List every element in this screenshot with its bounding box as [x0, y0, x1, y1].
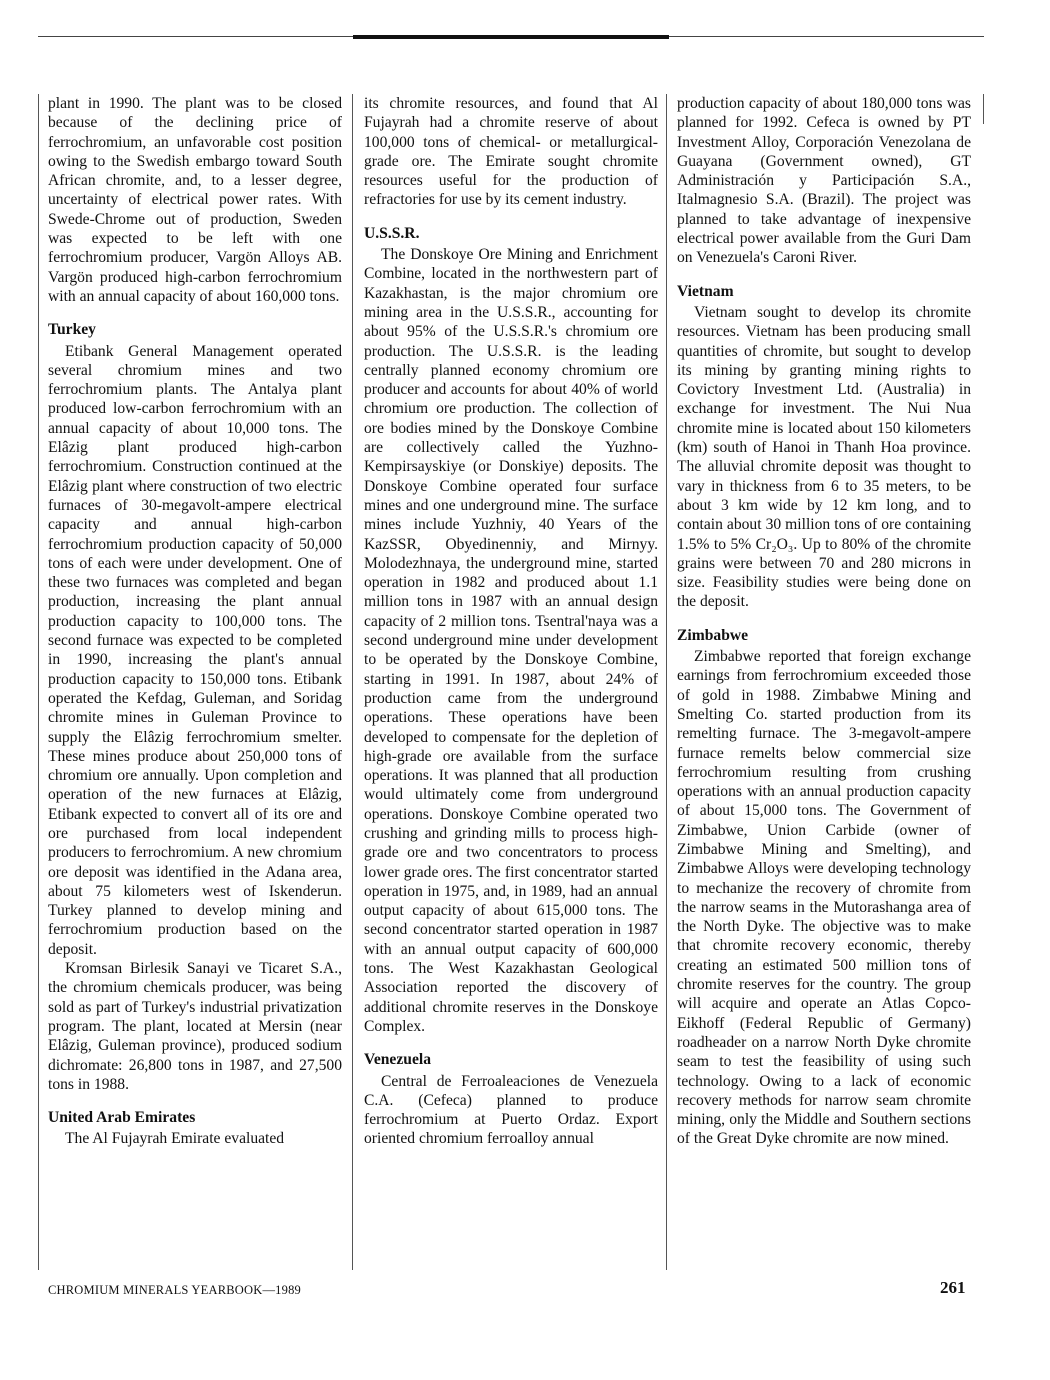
column-rule-right: [666, 94, 667, 1270]
paragraph: Etibank General Management operated several chromium mines and two ferrochromium plants. The Antalya plant produced low-carbon ferrochromium with an annual capacity of about 10,000 tons. The Elâzig plant produced high-carbon ferrochromium. Construction continued at the Elâzig plant where construction of two electric furnaces of 30-megavolt-ampere electrical capacity and annual high-carbon ferrochromium production capacity of 50,000 tons of each were under development. One of these two furnaces was completed and began production, increasing the plant annual production capacity to 100,000 tons. The second furnace was expected to be completed in 1990, increasing the plant's annual production capacity to 150,000 tons. Etibank operated the Kefdag, Guleman, and Soridag chromite mines in Guleman Province to supply the Elâzig ferrochromium smelter. These mines produce about 250,000 tons of chromium ore annually. Upon completion and operation of the new furnaces at Elâzig, Etibank expected to convert all of its ore and ore purchased from local independent producers to ferrochromium. A new chromium ore deposit was identified in the Adana area, about 75 kilometers west of Iskenderun. Turkey planned to develop mining and ferrochromium production based on the deposit.: [48, 342, 342, 958]
column-2: [364, 94, 658, 1270]
paragraph: The Donskoye Ore Mining and Enrichment Combine, located in the northwestern part of Kazakhastan, is the major chromium ore mining area in the U.S.S.R., accounting for about 95% of the U.S.S.R.'s chromium ore production. The U.S.S.R. is the leading centrally planned economy chromium ore producer and accounts for about 40% of world chromium ore production. The collection of ore bodies mined by the Donskoye Combine are collectively called the Yuzhno-Kempirsayskiye (or Donskiye) deposits. The Donskoye Combine operated four surface mines and one underground mine. The surface mines include Yuzhniy, 40 Years of the KazSSR, Obyedinenniy, and Mirnyy. Molodezhnaya, the underground mine, started operation in 1982 and produced about 1.1 million tons in 1987 with an annual design capacity of 2 million tons. Tsentral'naya was a second underground mine under development to be operated by the Donskoye Combine, starting in 1991. In 1987, about 24% of production came from the underground operations. These operations have been developed to compensate for the depletion of high-grade ore available from the surface operations. It was planned that all production would ultimately come from underground operations. Donskoye Combine operated two crushing and grinding mills to process high-grade ore and two concentrators to process lower grade ores. The first concentrator started operation in 1975, and, in 1989, had an annual output capacity of about 615,000 tons. The second concentrator started operation in 1987 with an annual output capacity of 600,000 tons. The West Kazakhastan Geological Association reported the discovery of additional chromite reserves in the Donskoye Complex.: [364, 246, 658, 1035]
section-heading-vietnam: Vietnam: [677, 282, 734, 300]
section-heading-uae: United Arab Emirates: [48, 1109, 196, 1127]
column-rule-middle: [352, 94, 353, 1270]
page-number: 261: [940, 1278, 966, 1297]
paragraph: its chromite resources, and found that Al Fujayrah had a chromite reserve of about 100,000 tons of chemical- or metallurgical-grade ore. The Emirate sought chromite resources useful for the production of refractories for use by its cement industry.: [364, 95, 658, 209]
header-rule-accent: [353, 35, 669, 39]
paragraph: Kromsan Birlesik Sanayi ve Ticaret S.A., the chromium chemicals producer, was being sold as part of Turkey's industrial privatization program. The plant, located at Mersin (near Elâzig, Guleman province), produced sodium dichromate: 26,800 tons in 1987, and 27,500 tons in 1988.: [48, 960, 342, 1093]
paragraph: plant in 1990. The plant was to be closed because of the declining price of ferrochromium, an unfavorable cost position owing to the Swedish embargo toward South African chromite, and, to a lesser degree, uncertainty of electrical power rates. With Swede-Chrome out of production, Sweden was expected to be left with one ferrochromium producer, Vargön Alloys AB. Vargön produced high-carbon ferrochromium with an annual capacity of about 160,000 tons.: [48, 95, 342, 305]
paragraph: Vietnam sought to develop its chromite resources. Vietnam has been producing small quantities of chromite, but sought to develop its mining by granting mining rights to Covictory Investment Ltd. (Australia) in exchange for investment. The Nui Nua chromite mine is located about 150 kilometers (km) south of Hanoi in Thanh Hoa province. The alluvial chromite deposit was thought to vary in thickness from 6 to 35 meters, to be about 3 km wide by 12 km long, and to contain about 30 million tons of ore containing 1.5% to 5% Cr₂O₃. Up to 80% of the chromite grains were between 70 and 280 microns in size. Feasibility studies were being done on the deposit.: [677, 303, 971, 611]
section-heading-venezuela: Venezuela: [364, 1051, 431, 1069]
section-heading-ussr: U.S.S.R.: [364, 224, 420, 242]
column-rule-left: [38, 94, 39, 1270]
running-title: CHROMIUM MINERALS YEARBOOK—1989: [48, 1283, 301, 1297]
paragraph: Central de Ferroaleaciones de Venezuela C.A. (Cefeca) planned to produce ferrochromium at Puerto Ordaz. Export oriented chromium ferroalloy annual: [364, 1072, 658, 1148]
column-1: [48, 94, 342, 1270]
paragraph: The Al Fujayrah Emirate evaluated: [65, 1130, 285, 1148]
column-3: [677, 94, 971, 1270]
section-heading-turkey: Turkey: [48, 321, 96, 339]
section-heading-zimbabwe: Zimbabwe: [677, 626, 749, 644]
paragraph: production capacity of about 180,000 tons was planned for 1992. Cefeca is owned by PT Investment Alloy, Corporación Venezolana de Guayana (Government owned), GT Administración y Participación S.A., Italmagnesio S.A. (Brazil). The project was planned to take advantage of inexpensive electrical power available from the Guri Dam on Venezuela's Caroni River.: [677, 95, 971, 267]
paragraph: Zimbabwe reported that foreign exchange earnings from ferrochromium exceeded those of gold in 1988. Zimbabwe Mining and Smelting Co. started production from its remelting furnace. The 3-megavolt-ampere furnace remelts below commercial size ferrochromium resulting from crushing operations with an annual production capacity of about 15,000 tons. The Government of Zimbabwe, Union Carbide (owner of Zimbabwe Mining and Smelting), and Zimbabwe Alloys were developing technology to mechanize the recovery of chromite from the narrow seams in the Mutorashanga area of the North Dyke. The objective was to make that chromite recovery economic, thereby creating an estimated 500 million tons of chromite reserves for the country. The group will acquire and operate an Atlas Copco-Eikhoff (Federal Republic of Germany) roadheader on a narrow North Dyke chromite seam to test the feasibility of using such technology. Owing to a lack of economic recovery methods for narrow seam chromite mining, only the Middle and Southern sections of the Great Dyke chromite are now mined.: [677, 648, 971, 1148]
column-rule-edge: [983, 94, 984, 124]
